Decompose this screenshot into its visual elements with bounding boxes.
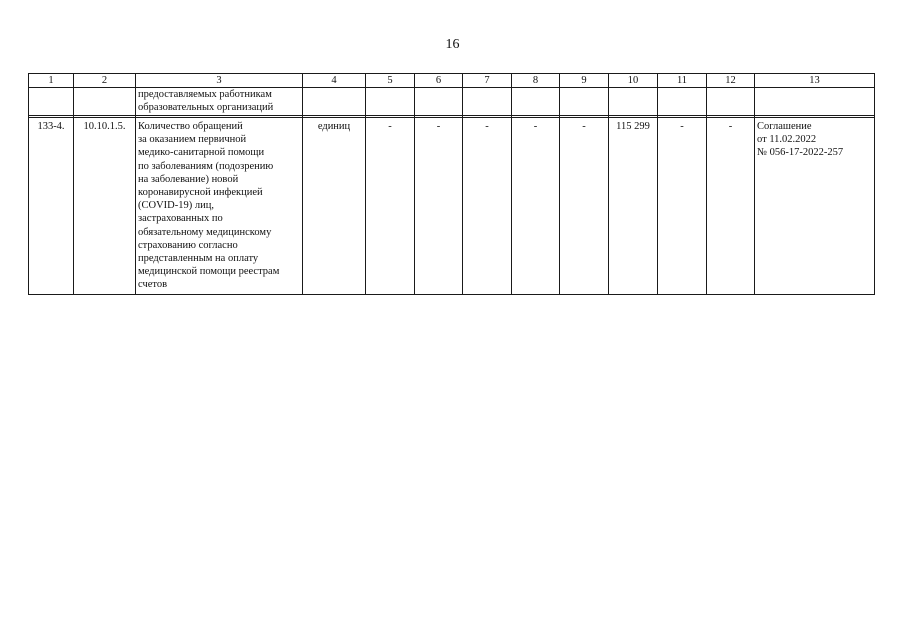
row-number: 133-4. [29, 118, 74, 295]
text-line: № 056-17-2022-257 [757, 147, 844, 159]
table-cell [707, 88, 755, 116]
text-line: застрахованных по [138, 213, 223, 225]
column-number: 9 [560, 74, 609, 88]
column-number: 2 [74, 74, 136, 88]
column-number: 4 [303, 74, 366, 88]
text-line: Количество обращений [138, 121, 243, 132]
value-cell: - [366, 118, 415, 295]
table-cell [463, 88, 512, 116]
value-cell: - [415, 118, 463, 295]
page-number: 16 [445, 37, 460, 52]
text-line: коронавирусной инфекцией [138, 187, 263, 199]
data-table [28, 73, 875, 295]
table-cell [755, 88, 875, 116]
column-number: 11 [658, 74, 707, 88]
table-cell [303, 88, 366, 116]
text-line: образовательных организаций [138, 102, 274, 114]
text-line: по заболеваниям (подозрению [138, 160, 274, 172]
text-line: Соглашение [757, 121, 812, 132]
column-number: 10 [609, 74, 658, 88]
text-line: предоставляемых работникам [138, 89, 272, 100]
indicator-code: 10.10.1.5. [74, 118, 136, 295]
indicator-name [136, 118, 303, 295]
table-cell [74, 88, 136, 116]
unit-of-measure: единиц [303, 118, 366, 295]
value-cell: - [512, 118, 560, 295]
text-line: на заболевание) новой [138, 173, 239, 185]
value-cell: - [560, 118, 609, 295]
text-line: медицинской помощи реестрам [138, 266, 280, 278]
value-cell: - [658, 118, 707, 295]
value-cell: - [463, 118, 512, 295]
text-line: счетов [138, 279, 168, 291]
text-line: от 11.02.2022 [757, 134, 817, 146]
table-cell [658, 88, 707, 116]
column-number: 8 [512, 74, 560, 88]
text-line: за оказанием первичной [138, 134, 247, 146]
column-number: 5 [366, 74, 415, 88]
column-number: 3 [136, 74, 303, 88]
table-row [29, 118, 875, 295]
column-number: 13 [755, 74, 875, 88]
column-number: 12 [707, 74, 755, 88]
column-number: 6 [415, 74, 463, 88]
column-number-row [29, 74, 875, 88]
column-number: 1 [29, 74, 74, 88]
continuation-row [29, 88, 875, 116]
table-cell [560, 88, 609, 116]
table-cell [29, 88, 74, 116]
column-number: 7 [463, 74, 512, 88]
table-cell [366, 88, 415, 116]
indicator-name-continuation [136, 88, 303, 116]
text-line: медико-санитарной помощи [138, 147, 265, 159]
table-cell [415, 88, 463, 116]
text-line: (COVID-19) лиц, [138, 200, 214, 212]
value-cell: 115 299 [609, 118, 658, 295]
text-line: представленным на оплату [138, 253, 259, 265]
table-cell [512, 88, 560, 116]
text-line: обязательному медицинскому [138, 226, 272, 238]
value-cell: - [707, 118, 755, 295]
table-cell [609, 88, 658, 116]
agreement-reference [755, 118, 875, 295]
text-line: страхованию согласно [138, 239, 238, 251]
